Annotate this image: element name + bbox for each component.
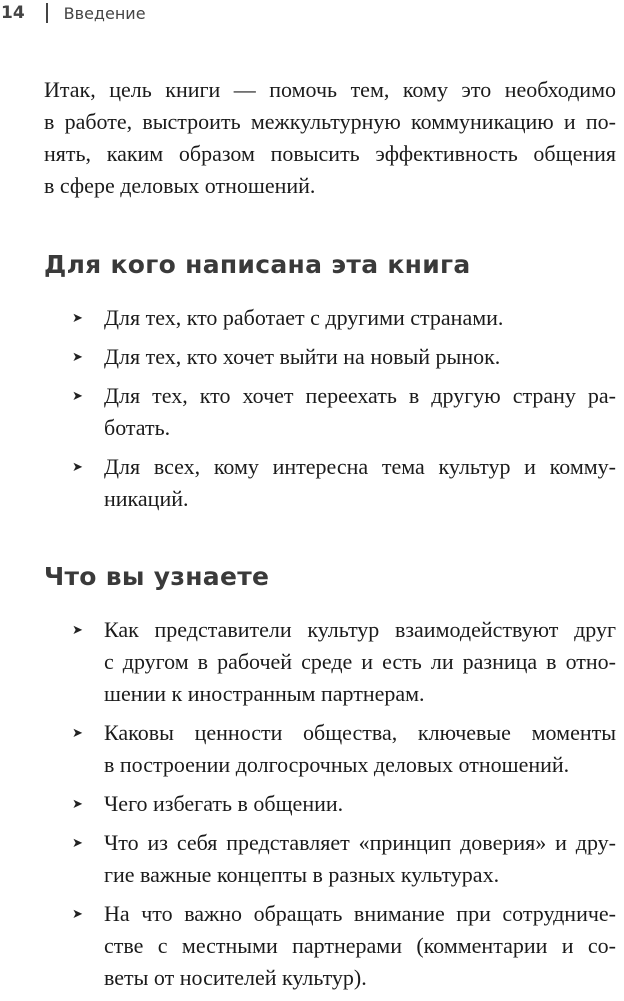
arrowhead-bullet-icon: ➤ (72, 725, 83, 740)
text-line: в сфере деловых отношений. (44, 173, 316, 198)
arrowhead-bullet-icon: ➤ (72, 906, 83, 921)
arrowhead-bullet-icon: ➤ (72, 622, 83, 637)
running-head (0, 0, 146, 26)
learn-list (72, 614, 616, 1001)
text-line: в построении долгосрочных деловых отношений. (104, 752, 570, 777)
section-heading-audience: Для кого написана эта книга (44, 250, 471, 279)
arrowhead-bullet-icon: ➤ (72, 388, 83, 403)
text-line: Для тех, кто хочет переехать в другую страну ра- (104, 383, 616, 408)
text-line: Для всех, кому интересна тема культур и комму- (104, 454, 616, 479)
text-line: нять, каким образом повысить эффективность общения (44, 141, 616, 166)
list-item (72, 380, 616, 444)
text-line: стве с местными партнерами (комментарии и со- (104, 933, 616, 958)
text-line: Каковы ценности общества, ключевые моменты (104, 720, 616, 745)
text-line: никаций. (104, 486, 189, 511)
text-line: веты от носителей культур). (104, 965, 367, 990)
running-section-title: Введение (63, 3, 146, 23)
text-line: Как представители культур взаимодействуют друг (104, 617, 616, 642)
list-item (72, 788, 616, 820)
list-item (72, 827, 616, 891)
list-item (72, 451, 616, 515)
list-item (72, 717, 616, 781)
text-line: шении к иностранным партнерам. (104, 681, 425, 706)
section-heading-learn: Что вы узнаете (44, 562, 270, 591)
header-divider (46, 3, 48, 23)
intro-paragraph (44, 74, 616, 202)
arrowhead-bullet-icon: ➤ (72, 796, 83, 811)
arrowhead-bullet-icon: ➤ (72, 835, 83, 850)
text-line: гие важные концепты в разных культурах. (104, 862, 500, 887)
text-line: Итак, цель книги — помочь тем, кому это необходимо (44, 77, 616, 102)
text-line: Для тех, кто работает с другими странами. (104, 305, 504, 330)
list-item (72, 341, 616, 373)
list-item (72, 614, 616, 710)
text-line: в работе, выстроить межкультурную коммуникацию и по- (44, 109, 616, 134)
text-line: На что важно обращать внимание при сотрудниче- (104, 901, 616, 926)
list-item (72, 302, 616, 334)
text-line: ботать. (104, 415, 171, 440)
text-line: с другом в рабочей среде и есть ли разница в отно- (104, 649, 616, 674)
text-line: Для тех, кто хочет выйти на новый рынок. (104, 344, 501, 369)
arrowhead-bullet-icon: ➤ (72, 349, 83, 364)
text-line: Что из себя представляет «принцип доверия» и дру- (104, 830, 616, 855)
arrowhead-bullet-icon: ➤ (72, 459, 83, 474)
list-item (72, 898, 616, 994)
text-line: Чего избегать в общении. (104, 791, 344, 816)
arrowhead-bullet-icon: ➤ (72, 310, 83, 325)
page-number: 14 (1, 3, 25, 23)
audience-list (72, 302, 616, 522)
